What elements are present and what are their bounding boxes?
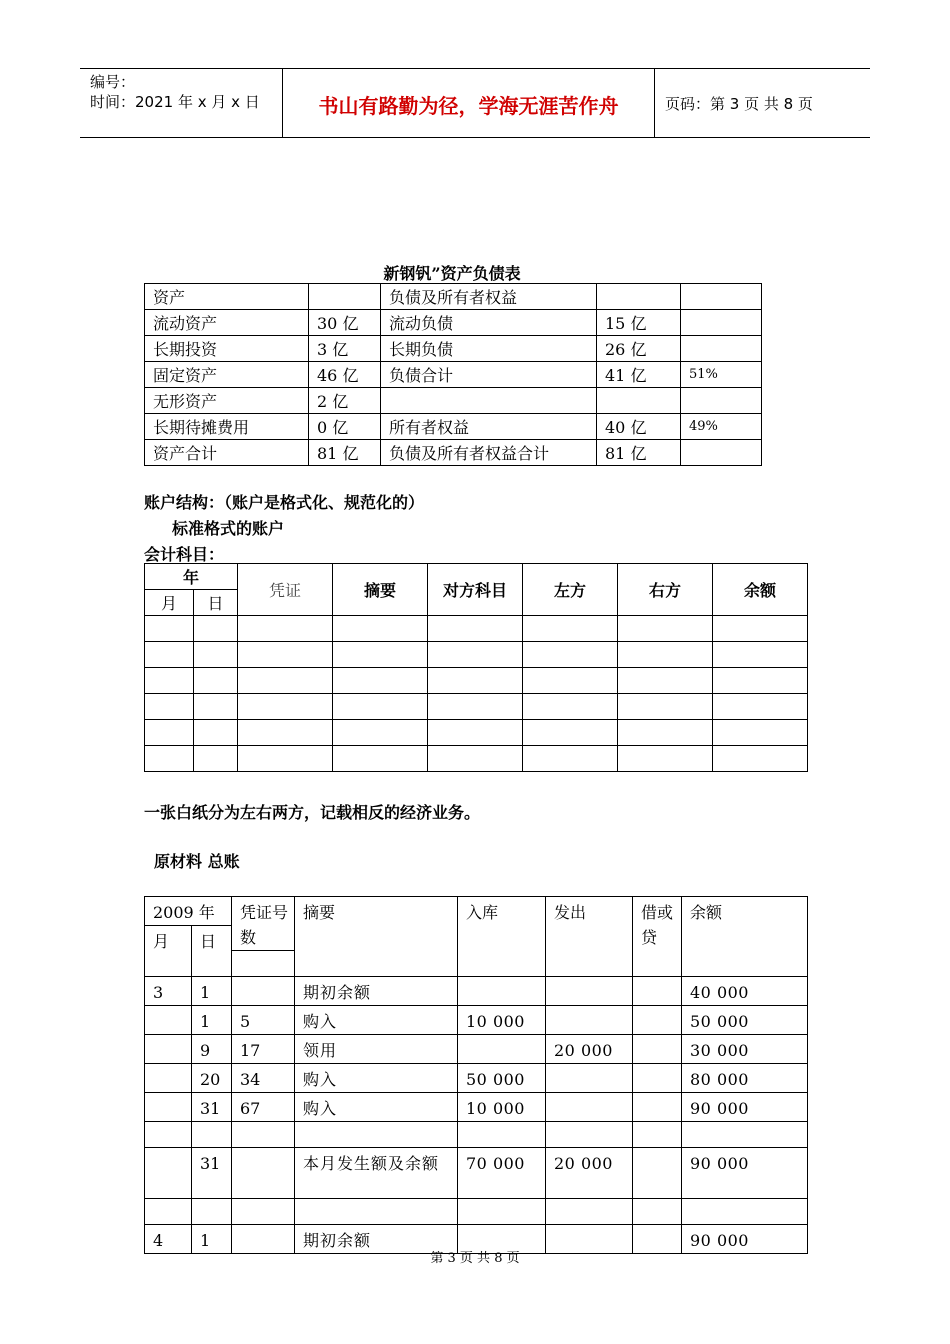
time-label: 时间：2021 年 x 月 x 日 [90, 93, 260, 111]
table-cell [458, 1122, 546, 1148]
table-cell [145, 668, 194, 694]
table-cell [618, 720, 713, 746]
table-cell: 资产合计 [145, 440, 309, 466]
table-cell [713, 616, 808, 642]
table-cell: 资产 [145, 284, 309, 310]
table-cell: 40 亿 [597, 414, 681, 440]
table-row [145, 642, 808, 668]
table-cell: 所有者权益 [381, 414, 597, 440]
table-cell [295, 1122, 458, 1148]
table-cell [194, 642, 238, 668]
table-cell [145, 1122, 192, 1148]
table-row [145, 414, 762, 440]
table-cell [145, 1199, 192, 1225]
table-cell: 51% [681, 362, 762, 388]
table-cell: 购入 [295, 1064, 458, 1093]
table-cell [194, 694, 238, 720]
dr-cr-header: 借或贷 [633, 897, 682, 977]
table-cell [633, 1035, 682, 1064]
table-cell: 30 亿 [309, 310, 381, 336]
table-cell: 15 亿 [597, 310, 681, 336]
table-row [145, 388, 762, 414]
table-cell: 90 000 [682, 1225, 808, 1254]
table-cell: 2 亿 [309, 388, 381, 414]
account-structure-heading: 账户结构：（账户是格式化、规范化的） [144, 493, 425, 512]
table-cell: 负债及所有者权益合计 [381, 440, 597, 466]
table-cell [523, 720, 618, 746]
page-label: 页码：第 3 页 共 8 页 [665, 95, 813, 113]
voucher-no-filler [232, 951, 295, 977]
ledger-table [144, 896, 808, 1254]
counter-account-header: 对方科目 [428, 564, 523, 616]
paragraph: 一张白纸分为左右两方，记载相反的经济业务。 [144, 803, 481, 822]
table-cell: 50 000 [458, 1064, 546, 1093]
motto: 书山有路勤为径，学海无涯苦作舟 [318, 94, 619, 118]
balance-sheet-table [144, 283, 762, 466]
table-row [145, 746, 808, 772]
table-cell [333, 746, 428, 772]
table-cell [633, 1093, 682, 1122]
table-cell: 20 000 [546, 1148, 633, 1199]
ledger-balance-header: 余额 [682, 897, 808, 977]
table-cell: 流动负债 [381, 310, 597, 336]
table-cell [546, 1122, 633, 1148]
table-cell [238, 616, 333, 642]
voucher-no-header: 凭证号数 [232, 897, 295, 951]
table-cell: 负债及所有者权益 [381, 284, 597, 310]
table-cell [192, 1122, 232, 1148]
table-cell: 购入 [295, 1006, 458, 1035]
header-motto-cell [283, 69, 655, 137]
table-row [145, 977, 808, 1006]
table-cell [232, 1199, 295, 1225]
table-cell: 40 000 [682, 977, 808, 1006]
table-cell: 10 000 [458, 1093, 546, 1122]
table-cell: 67 [232, 1093, 295, 1122]
table-cell [333, 668, 428, 694]
table-row [145, 310, 762, 336]
table-cell [232, 1148, 295, 1199]
table-cell [238, 720, 333, 746]
ledger-title: 原材料 总账 [154, 852, 240, 871]
table-row [145, 1148, 808, 1199]
in-header: 入库 [458, 897, 546, 977]
table-cell [428, 616, 523, 642]
table-cell: 3 [145, 977, 192, 1006]
table-cell [145, 746, 194, 772]
table-cell: 81 亿 [309, 440, 381, 466]
table-cell: 流动资产 [145, 310, 309, 336]
table-cell: 50 000 [682, 1006, 808, 1035]
table-cell [618, 668, 713, 694]
table-row [145, 362, 762, 388]
table-cell [597, 388, 681, 414]
table-cell [428, 746, 523, 772]
table-cell [458, 977, 546, 1006]
table-cell [546, 1064, 633, 1093]
header-meta-cell [80, 69, 283, 137]
table-cell [681, 336, 762, 362]
table-cell [145, 694, 194, 720]
table-cell [238, 746, 333, 772]
table-cell [546, 1006, 633, 1035]
table-cell [381, 388, 597, 414]
table-cell: 固定资产 [145, 362, 309, 388]
table-cell: 1 [192, 1225, 232, 1254]
header-page-cell [655, 69, 870, 137]
table-cell [458, 1035, 546, 1064]
table-cell: 9 [192, 1035, 232, 1064]
table-cell: 1 [192, 1006, 232, 1035]
left-side-header: 左方 [523, 564, 618, 616]
table-cell [618, 694, 713, 720]
table-cell [428, 668, 523, 694]
table-row [145, 668, 808, 694]
table-row [145, 1006, 808, 1035]
table-cell [682, 1199, 808, 1225]
table-cell [238, 642, 333, 668]
table-cell [428, 694, 523, 720]
table-cell: 负债合计 [381, 362, 597, 388]
table-cell [333, 694, 428, 720]
table-cell [546, 1093, 633, 1122]
table-cell: 5 [232, 1006, 295, 1035]
ledger-day-header: 日 [192, 926, 232, 977]
summary-header: 摘要 [333, 564, 428, 616]
table-cell [192, 1199, 232, 1225]
table-cell: 购入 [295, 1093, 458, 1122]
table-cell [145, 1035, 192, 1064]
table-cell [523, 616, 618, 642]
table-cell: 17 [232, 1035, 295, 1064]
table-cell [145, 1093, 192, 1122]
out-header: 发出 [546, 897, 633, 977]
balance-sheet-title: 新钢钒”资产负债表 [383, 264, 521, 283]
table-cell: 90 000 [682, 1148, 808, 1199]
table-cell [309, 284, 381, 310]
table-cell: 34 [232, 1064, 295, 1093]
table-cell: 长期投资 [145, 336, 309, 362]
table-cell: 期初余额 [295, 1225, 458, 1254]
table-cell [523, 694, 618, 720]
table-cell [428, 642, 523, 668]
table-cell: 81 亿 [597, 440, 681, 466]
table-row [145, 720, 808, 746]
table-cell [333, 720, 428, 746]
table-cell [633, 1148, 682, 1199]
table-cell [713, 642, 808, 668]
table-cell: 3 亿 [309, 336, 381, 362]
table-cell: 80 000 [682, 1064, 808, 1093]
table-cell [633, 1064, 682, 1093]
table-cell [194, 720, 238, 746]
table-cell [618, 642, 713, 668]
table-cell: 无形资产 [145, 388, 309, 414]
right-side-header: 右方 [618, 564, 713, 616]
table-cell: 26 亿 [597, 336, 681, 362]
table-cell [232, 1122, 295, 1148]
table-cell: 90 000 [682, 1093, 808, 1122]
standard-account-table [144, 563, 808, 772]
table-cell [546, 1199, 633, 1225]
table-cell: 1 [192, 977, 232, 1006]
table-cell [681, 284, 762, 310]
table-cell: 70 000 [458, 1148, 546, 1199]
table-cell [523, 746, 618, 772]
table-cell [546, 977, 633, 1006]
table-cell: 49% [681, 414, 762, 440]
page-header [80, 68, 870, 138]
table-cell [238, 694, 333, 720]
table-cell [681, 310, 762, 336]
table-cell: 领用 [295, 1035, 458, 1064]
table-cell [145, 1148, 192, 1199]
number-label: 编号： [90, 73, 136, 91]
table-cell: 0 亿 [309, 414, 381, 440]
ledger-year-header: 2009 年 [145, 897, 232, 926]
table-cell: 10 000 [458, 1006, 546, 1035]
table-cell: 本月发生额及余额 [295, 1148, 458, 1199]
year-header: 年 [145, 564, 238, 590]
table-cell [145, 616, 194, 642]
month-header: 月 [145, 590, 194, 616]
table-cell: 20 [192, 1064, 232, 1093]
table-cell [145, 1006, 192, 1035]
table-row [145, 616, 808, 642]
table-cell [145, 1064, 192, 1093]
table-cell [194, 616, 238, 642]
table-cell [618, 746, 713, 772]
table-cell: 20 000 [546, 1035, 633, 1064]
table-cell [523, 642, 618, 668]
table-cell: 期初余额 [295, 977, 458, 1006]
account-structure-subheading: 标准格式的账户 [172, 519, 285, 538]
table-cell [618, 616, 713, 642]
table-row [145, 1093, 808, 1122]
table-cell [145, 720, 194, 746]
page-footer: 第 3 页 共 8 页 [430, 1251, 520, 1266]
ledger-month-header: 月 [145, 926, 192, 977]
table-cell [238, 668, 333, 694]
table-cell [145, 642, 194, 668]
table-cell: 31 [192, 1148, 232, 1199]
table-cell [333, 616, 428, 642]
table-cell [713, 694, 808, 720]
table-cell [194, 746, 238, 772]
table-cell [232, 977, 295, 1006]
table-row [145, 440, 762, 466]
table-row [145, 694, 808, 720]
table-cell: 长期负债 [381, 336, 597, 362]
balance-header: 余额 [713, 564, 808, 616]
table-cell [681, 440, 762, 466]
table-cell: 4 [145, 1225, 192, 1254]
ledger-summary-header: 摘要 [295, 897, 458, 977]
table-cell [713, 720, 808, 746]
table-cell [633, 977, 682, 1006]
table-cell: 46 亿 [309, 362, 381, 388]
table-cell [713, 746, 808, 772]
table-row [145, 336, 762, 362]
voucher-header: 凭证 [238, 564, 333, 616]
table-cell: 长期待摊费用 [145, 414, 309, 440]
table-cell [428, 720, 523, 746]
table-cell [713, 668, 808, 694]
table-cell [633, 1199, 682, 1225]
table-cell [458, 1199, 546, 1225]
table-cell [194, 668, 238, 694]
account-subject-label: 会计科目： [144, 545, 225, 564]
table-cell [682, 1122, 808, 1148]
table-cell: 30 000 [682, 1035, 808, 1064]
table-row [145, 1035, 808, 1064]
table-row [145, 1199, 808, 1225]
table-cell [597, 284, 681, 310]
table-row [145, 1064, 808, 1093]
table-cell [523, 668, 618, 694]
table-cell: 41 亿 [597, 362, 681, 388]
day-header: 日 [194, 590, 238, 616]
table-cell: 31 [192, 1093, 232, 1122]
table-cell [633, 1122, 682, 1148]
table-row [145, 284, 762, 310]
table-cell [633, 1006, 682, 1035]
table-row [145, 1122, 808, 1148]
table-cell [333, 642, 428, 668]
table-cell [295, 1199, 458, 1225]
table-cell [681, 388, 762, 414]
